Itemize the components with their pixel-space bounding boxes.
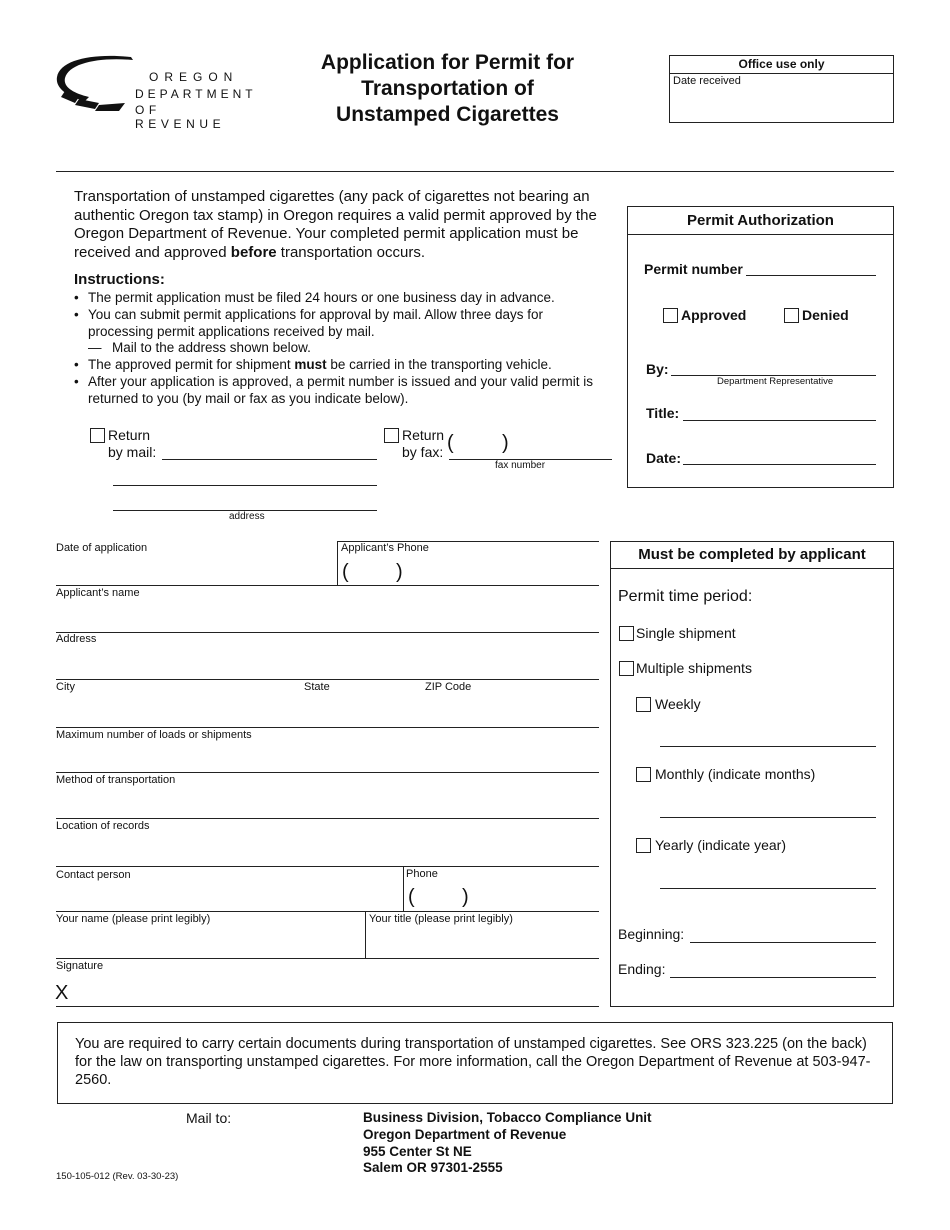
mail-to-label: Mail to: <box>186 1110 232 1126</box>
zip-label[interactable]: ZIP Code <box>425 681 472 693</box>
applicants-name-label[interactable]: Applicant’s name <box>56 587 140 599</box>
multiple-shipments-label: Multiple shipments <box>636 660 752 676</box>
applicants-phone-label: Applicant’s Phone <box>341 542 429 554</box>
yearly-checkbox[interactable] <box>636 838 651 853</box>
signature-x-mark: X <box>55 982 69 1004</box>
instructions-list <box>74 290 609 408</box>
state-label[interactable]: State <box>304 681 330 693</box>
name-title-divider <box>365 911 366 958</box>
title-line-1: Application for Permit for <box>320 51 575 74</box>
mail-to-line-2: Oregon Department of Revenue <box>363 1126 567 1142</box>
form-number: 150-105-012 (Rev. 03-30-23) <box>56 1171 179 1182</box>
yearly-label: Yearly (indicate year) <box>655 837 786 853</box>
logo-line-2: DEPARTMENT <box>135 87 257 101</box>
yearly-field[interactable] <box>660 888 876 889</box>
fax-paren-open: ( <box>447 432 454 454</box>
permit-number-label: Permit number <box>644 261 743 277</box>
notice-box <box>57 1022 893 1104</box>
beginning-field[interactable] <box>690 942 876 943</box>
row-line <box>56 679 599 680</box>
denied-checkbox[interactable] <box>784 308 799 323</box>
return-by-fax-checkbox[interactable] <box>384 428 399 443</box>
instruction-item: • The approved permit for shipment must be carried in the transporting vehicle. <box>74 357 609 374</box>
date-label: Date: <box>646 450 682 466</box>
intro-text-1: Transportation of unstamped cigarettes (any pack of cigarettes not bearing an authentic Oregon tax stamp) in Oregon requires a valid permit approved by the Oregon Department of Revenue. Your completed permit application must be received and approved <box>74 188 597 261</box>
signature-label[interactable]: Signature <box>56 960 104 972</box>
notice-text: You are required to carry certain documents during transportation of unstamped cigarettes. See ORS 323.225 (on the back) for the law on transporting unstamped cigarettes. For more information, call the Oregon Department of Revenue at 503-947-2560. <box>75 1036 871 1088</box>
address-label[interactable]: Address <box>56 633 97 645</box>
fax-number-caption: fax number <box>495 460 546 471</box>
phone-divider <box>337 541 338 585</box>
approved-label: Approved <box>681 307 747 323</box>
contact-phone-paren-open: ( <box>408 886 415 908</box>
max-loads-label[interactable]: Maximum number of loads or shipments <box>56 729 252 741</box>
instruction-item: • After your application is approved, a permit number is issued and your valid permit is returned to you (by mail or fax as you indicate below). <box>74 374 609 408</box>
ending-label: Ending: <box>618 961 666 977</box>
row-line <box>56 727 599 728</box>
return-by-mail-label: Return by mail: <box>108 427 157 460</box>
title-line-3: Unstamped Cigarettes <box>336 103 559 126</box>
contact-phone-paren-close: ) <box>462 886 469 908</box>
return-by-fax-label: Return by fax: <box>402 427 445 460</box>
permit-time-period-label: Permit time period: <box>618 588 753 605</box>
instruction-subitem: — Mail to the address shown below. <box>88 340 609 357</box>
applicant-phone-paren-close: ) <box>396 561 403 583</box>
signature-line[interactable] <box>56 1006 599 1007</box>
mail-to-line-4: Salem OR 97301-2555 <box>363 1160 503 1176</box>
intro-paragraph <box>74 188 609 262</box>
dept-rep-caption: Department Representative <box>717 376 834 387</box>
row-line <box>56 632 599 633</box>
monthly-label: Monthly (indicate months) <box>655 766 816 782</box>
date-received-label: Date received <box>673 75 741 87</box>
ending-field[interactable] <box>670 977 876 978</box>
weekly-checkbox[interactable] <box>636 697 651 712</box>
date-field[interactable] <box>683 464 876 465</box>
location-label[interactable]: Location of records <box>56 820 150 832</box>
denied-label: Denied <box>802 307 849 323</box>
mail-to-line-1: Business Division, Tobacco Compliance Unit <box>363 1110 652 1125</box>
row-line <box>56 866 599 867</box>
intro-text-2: transportation occurs. <box>276 243 426 261</box>
title-field[interactable] <box>683 420 876 421</box>
page-title <box>290 50 605 128</box>
applicant-box-heading: Must be completed by applicant <box>611 542 893 569</box>
weekly-label: Weekly <box>655 696 701 712</box>
approved-checkbox[interactable] <box>663 308 678 323</box>
permit-authorization-box <box>627 206 894 488</box>
contact-phone-label: Phone <box>406 868 438 880</box>
contact-phone-divider <box>403 866 404 911</box>
office-use-box <box>669 55 894 123</box>
date-of-application-label: Date of application <box>56 542 148 554</box>
row-line <box>56 958 599 959</box>
address-caption: address <box>229 511 265 522</box>
instruction-item: • You can submit permit applications for approval by mail. Allow three days for processing permit applications received by mail. — Mail to the address shown below. <box>74 307 609 357</box>
logo-line-3: OF REVENUE <box>135 103 226 131</box>
row-line <box>56 585 599 586</box>
by-label: By: <box>646 361 669 377</box>
single-shipment-label: Single shipment <box>636 625 736 641</box>
your-title-label[interactable]: Your title (please print legibly) <box>369 913 513 925</box>
oregon-swoosh-icon <box>55 53 135 118</box>
monthly-field[interactable] <box>660 817 876 818</box>
monthly-checkbox[interactable] <box>636 767 651 782</box>
row-line <box>56 911 599 912</box>
beginning-label: Beginning: <box>618 926 685 942</box>
method-label[interactable]: Method of transportation <box>56 774 176 786</box>
mail-line-2[interactable] <box>113 485 377 486</box>
return-by-mail-checkbox[interactable] <box>90 428 105 443</box>
multiple-shipments-checkbox[interactable] <box>619 661 634 676</box>
single-shipment-checkbox[interactable] <box>619 626 634 641</box>
logo <box>55 53 257 131</box>
intro-bold: before <box>230 243 277 261</box>
mail-to-address <box>363 1110 652 1177</box>
instruction-item: • The permit application must be filed 24 hours or one business day in advance. <box>74 290 609 307</box>
row-line <box>56 772 599 773</box>
logo-line-1: OREGON <box>149 70 239 84</box>
office-use-heading: Office use only <box>670 56 893 74</box>
row-line <box>56 818 599 819</box>
title-label: Title: <box>646 405 680 421</box>
mail-line-1[interactable] <box>162 459 377 460</box>
permit-authorization-heading: Permit Authorization <box>628 207 893 235</box>
weekly-field[interactable] <box>660 746 876 747</box>
applicant-phone-paren-open: ( <box>342 561 349 583</box>
your-name-label[interactable]: Your name (please print legibly) <box>56 913 211 925</box>
city-label[interactable]: City <box>56 681 75 693</box>
header-divider <box>56 171 894 172</box>
instructions-heading: Instructions: <box>74 271 165 288</box>
permit-number-field[interactable] <box>746 275 876 276</box>
mail-to-line-3: 955 Center St NE <box>363 1143 472 1159</box>
contact-label[interactable]: Contact person <box>56 869 131 881</box>
title-line-2: Transportation of <box>361 77 534 100</box>
fax-paren-close: ) <box>502 432 509 454</box>
